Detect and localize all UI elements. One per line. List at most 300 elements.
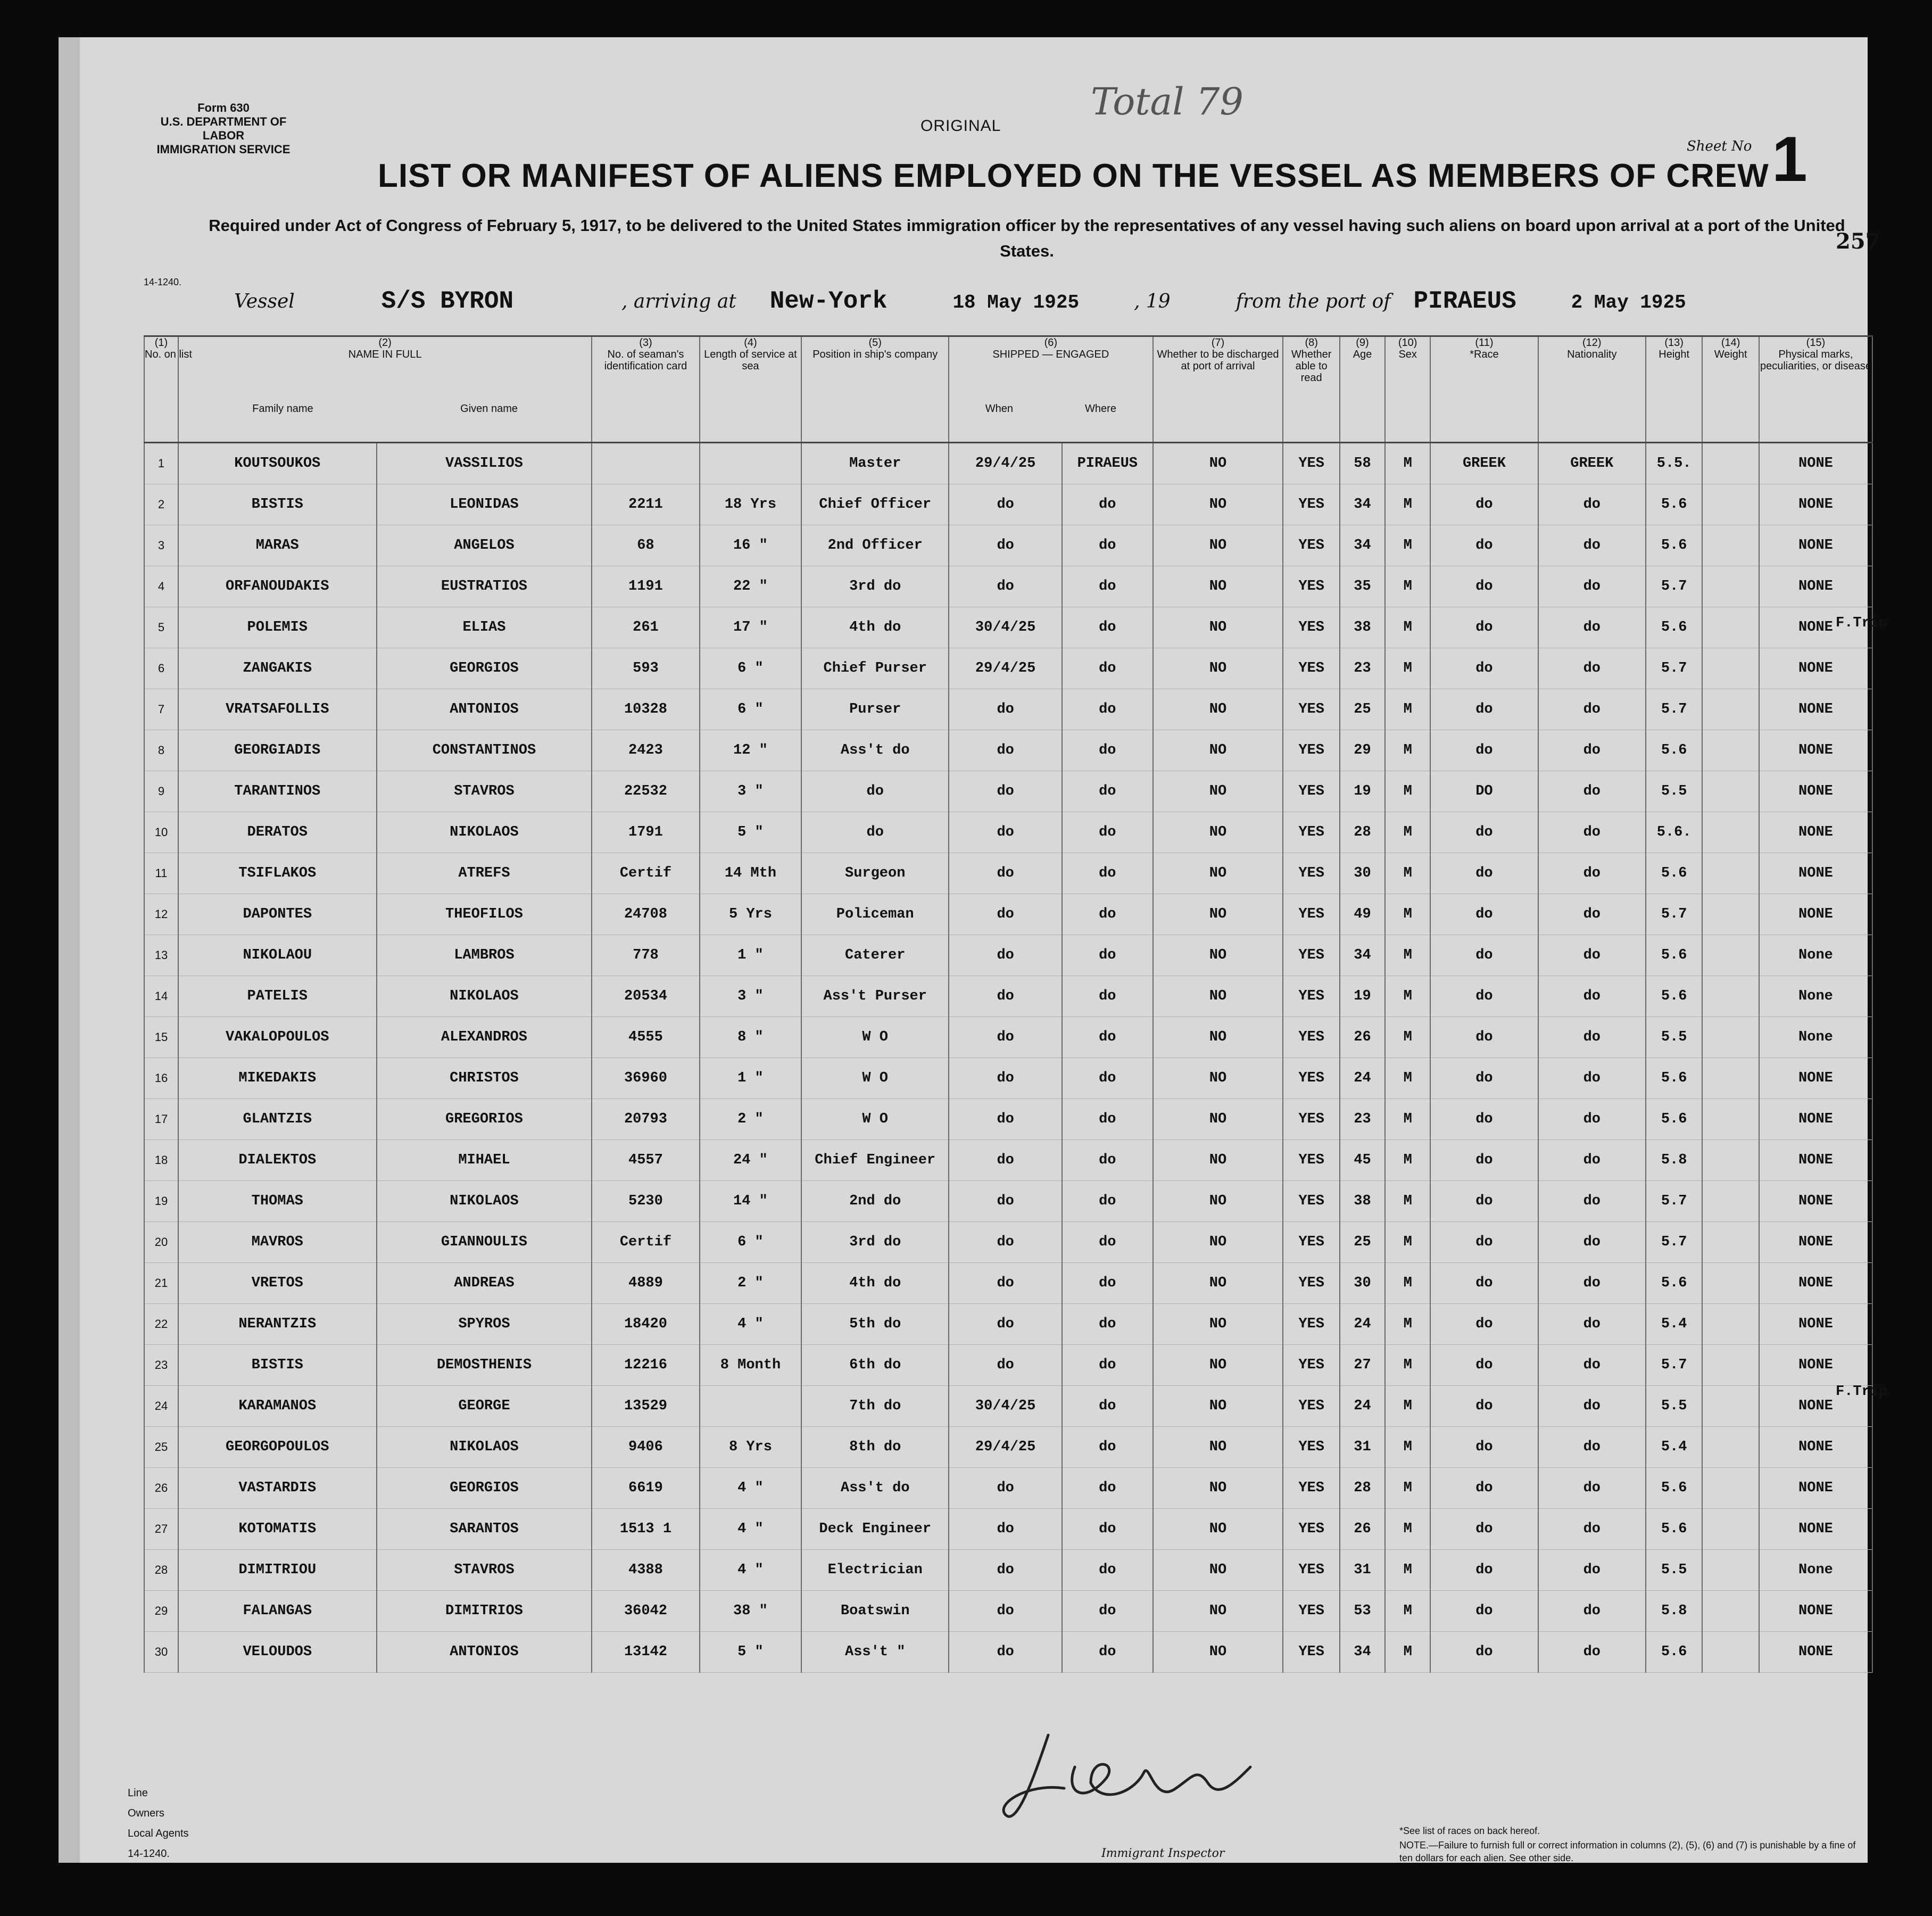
discharged: NO bbox=[1153, 894, 1283, 935]
service-length: 18 Yrs bbox=[700, 484, 802, 525]
nationality: do bbox=[1538, 566, 1646, 607]
service-length: 2 " bbox=[700, 1263, 802, 1304]
given-name: GEORGIOS bbox=[377, 648, 592, 689]
discharged: NO bbox=[1153, 1263, 1283, 1304]
family-name: ZANGAKIS bbox=[178, 648, 377, 689]
family-name: TARANTINOS bbox=[178, 771, 377, 812]
service-length: 12 " bbox=[700, 730, 802, 771]
table-row bbox=[144, 1591, 1872, 1632]
row-number: 10 bbox=[144, 812, 178, 853]
family-name: GEORGIADIS bbox=[178, 730, 377, 771]
family-name: ORFANOUDAKIS bbox=[178, 566, 377, 607]
family-name: VAKALOPOULOS bbox=[178, 1017, 377, 1058]
physical-marks: NONE bbox=[1759, 648, 1872, 689]
able-to-read: YES bbox=[1283, 1632, 1339, 1673]
discharged: NO bbox=[1153, 1468, 1283, 1509]
voyage-line bbox=[234, 287, 1686, 315]
id-card: 4555 bbox=[592, 1017, 699, 1058]
given-name: STAVROS bbox=[377, 1550, 592, 1591]
sex: M bbox=[1385, 1222, 1430, 1263]
physical-marks: NONE bbox=[1759, 525, 1872, 566]
height: 5.6. bbox=[1646, 812, 1702, 853]
shipped-where: do bbox=[1062, 1427, 1152, 1468]
race: do bbox=[1430, 1058, 1538, 1099]
nationality: do bbox=[1538, 689, 1646, 730]
able-to-read: YES bbox=[1283, 1140, 1339, 1181]
id-card: 261 bbox=[592, 607, 699, 648]
shipped-where: do bbox=[1062, 853, 1152, 894]
family-name: DAPONTES bbox=[178, 894, 377, 935]
shipped-where: do bbox=[1062, 1304, 1152, 1345]
race: do bbox=[1430, 1140, 1538, 1181]
service-length: 14 Mth bbox=[700, 853, 802, 894]
service-length: 6 " bbox=[700, 689, 802, 730]
height: 5.7 bbox=[1646, 689, 1702, 730]
height: 5.6 bbox=[1646, 1509, 1702, 1550]
sex: M bbox=[1385, 812, 1430, 853]
nationality: do bbox=[1538, 1468, 1646, 1509]
year-label: , 19 bbox=[1133, 291, 1171, 312]
position: 2nd Officer bbox=[801, 525, 949, 566]
id-card: 13142 bbox=[592, 1632, 699, 1673]
col-header-name: (2) NAME IN FULL Family name Given name bbox=[178, 336, 592, 443]
service-length: 24 " bbox=[700, 1140, 802, 1181]
row-number: 4 bbox=[144, 566, 178, 607]
table-row bbox=[144, 648, 1872, 689]
service-length: 8 Yrs bbox=[700, 1427, 802, 1468]
able-to-read: YES bbox=[1283, 894, 1339, 935]
id-card: 68 bbox=[592, 525, 699, 566]
height: 5.6 bbox=[1646, 525, 1702, 566]
position: do bbox=[801, 771, 949, 812]
able-to-read: YES bbox=[1283, 1222, 1339, 1263]
col-header-when: When bbox=[985, 403, 1013, 415]
able-to-read: YES bbox=[1283, 935, 1339, 976]
sex: M bbox=[1385, 1509, 1430, 1550]
id-card: 1791 bbox=[592, 812, 699, 853]
table-row bbox=[144, 1140, 1872, 1181]
id-card: 12216 bbox=[592, 1345, 699, 1386]
age: 27 bbox=[1340, 1345, 1385, 1386]
race: do bbox=[1430, 648, 1538, 689]
crew-rows bbox=[144, 443, 1872, 1673]
family-name: BISTIS bbox=[178, 484, 377, 525]
sex: M bbox=[1385, 607, 1430, 648]
race: do bbox=[1430, 1468, 1538, 1509]
sex: M bbox=[1385, 566, 1430, 607]
age: 23 bbox=[1340, 648, 1385, 689]
col-header-shipped: (6) SHIPPED — ENGAGED When Where bbox=[949, 336, 1152, 443]
row-number: 17 bbox=[144, 1099, 178, 1140]
family-name: DIMITRIOU bbox=[178, 1550, 377, 1591]
position: Boatswin bbox=[801, 1591, 949, 1632]
given-name: SARANTOS bbox=[377, 1509, 592, 1550]
arrival-date: 18 May 1925 bbox=[952, 292, 1080, 313]
service-length: 4 " bbox=[700, 1509, 802, 1550]
from-label: from the port of bbox=[1236, 291, 1391, 312]
weight bbox=[1702, 1427, 1759, 1468]
table-row bbox=[144, 607, 1872, 648]
family-name: VELOUDOS bbox=[178, 1632, 377, 1673]
arrival-port: New-York bbox=[769, 287, 888, 315]
row-number: 20 bbox=[144, 1222, 178, 1263]
table-row bbox=[144, 771, 1872, 812]
col-header-marks: (15) Physical marks, peculiarities, or disease bbox=[1759, 336, 1872, 443]
shipped-where: do bbox=[1062, 648, 1152, 689]
height: 5.7 bbox=[1646, 1222, 1702, 1263]
sex: M bbox=[1385, 648, 1430, 689]
page-number: 257 bbox=[1836, 229, 1880, 254]
position: Chief Purser bbox=[801, 648, 949, 689]
height: 5.6 bbox=[1646, 976, 1702, 1017]
discharged: NO bbox=[1153, 1017, 1283, 1058]
given-name: NIKOLAOS bbox=[377, 976, 592, 1017]
sex: M bbox=[1385, 1099, 1430, 1140]
family-name: NERANTZIS bbox=[178, 1304, 377, 1345]
nationality: do bbox=[1538, 1509, 1646, 1550]
position: 8th do bbox=[801, 1427, 949, 1468]
original-stamp: ORIGINAL bbox=[921, 117, 1001, 135]
family-name: NIKOLAOU bbox=[178, 935, 377, 976]
service-length: 38 " bbox=[700, 1591, 802, 1632]
discharged: NO bbox=[1153, 976, 1283, 1017]
age: 24 bbox=[1340, 1304, 1385, 1345]
sex: M bbox=[1385, 894, 1430, 935]
shipped-when: do bbox=[949, 1632, 1062, 1673]
discharged: NO bbox=[1153, 1181, 1283, 1222]
family-name: KOTOMATIS bbox=[178, 1509, 377, 1550]
weight bbox=[1702, 976, 1759, 1017]
discharged: NO bbox=[1153, 1386, 1283, 1427]
shipped-when: do bbox=[949, 1140, 1062, 1181]
service-length: 3 " bbox=[700, 976, 802, 1017]
shipped-when: do bbox=[949, 976, 1062, 1017]
discharged: NO bbox=[1153, 648, 1283, 689]
shipped-when: 30/4/25 bbox=[949, 607, 1062, 648]
col-header-nationality: (12) Nationality bbox=[1538, 336, 1646, 443]
row-number: 24 bbox=[144, 1386, 178, 1427]
discharged: NO bbox=[1153, 1550, 1283, 1591]
weight bbox=[1702, 771, 1759, 812]
nationality: do bbox=[1538, 1140, 1646, 1181]
able-to-read: YES bbox=[1283, 812, 1339, 853]
nationality: do bbox=[1538, 730, 1646, 771]
race: do bbox=[1430, 1222, 1538, 1263]
shipped-when: do bbox=[949, 484, 1062, 525]
discharged: NO bbox=[1153, 1427, 1283, 1468]
row-number: 12 bbox=[144, 894, 178, 935]
shipped-when: do bbox=[949, 812, 1062, 853]
position: Ass't do bbox=[801, 1468, 949, 1509]
nationality: do bbox=[1538, 1632, 1646, 1673]
shipped-where: do bbox=[1062, 894, 1152, 935]
family-name: KOUTSOUKOS bbox=[178, 443, 377, 484]
discharged: NO bbox=[1153, 689, 1283, 730]
shipped-where: do bbox=[1062, 1017, 1152, 1058]
age: 35 bbox=[1340, 566, 1385, 607]
able-to-read: YES bbox=[1283, 1058, 1339, 1099]
table-row bbox=[144, 1222, 1872, 1263]
height: 5.5 bbox=[1646, 1017, 1702, 1058]
nationality: do bbox=[1538, 1304, 1646, 1345]
family-name: GLANTZIS bbox=[178, 1099, 377, 1140]
age: 53 bbox=[1340, 1591, 1385, 1632]
shipped-where: do bbox=[1062, 771, 1152, 812]
physical-marks: NONE bbox=[1759, 1591, 1872, 1632]
nationality: do bbox=[1538, 1058, 1646, 1099]
age: 19 bbox=[1340, 976, 1385, 1017]
id-card: 24708 bbox=[592, 894, 699, 935]
position: 3rd do bbox=[801, 1222, 949, 1263]
weight bbox=[1702, 1222, 1759, 1263]
col-header-read: (8) Whether able to read bbox=[1283, 336, 1339, 443]
id-card: 1191 bbox=[592, 566, 699, 607]
service-length: 5 Yrs bbox=[700, 894, 802, 935]
race: do bbox=[1430, 894, 1538, 935]
height: 5.6 bbox=[1646, 1099, 1702, 1140]
race: do bbox=[1430, 935, 1538, 976]
discharged: NO bbox=[1153, 566, 1283, 607]
footer-labels bbox=[128, 1783, 189, 1864]
weight bbox=[1702, 1345, 1759, 1386]
family-name: VRATSAFOLLIS bbox=[178, 689, 377, 730]
weight bbox=[1702, 1140, 1759, 1181]
given-name: GIANNOULIS bbox=[377, 1222, 592, 1263]
shipped-when: 29/4/25 bbox=[949, 443, 1062, 484]
race: do bbox=[1430, 1509, 1538, 1550]
table-row bbox=[144, 894, 1872, 935]
sex: M bbox=[1385, 689, 1430, 730]
page-subtitle: Required under Act of Congress of February 5, 1917, to be delivered to the United States immigration officer by the representatives of any vessel having such aliens on board upon arrival at a port of the United States. bbox=[209, 216, 1845, 260]
able-to-read: YES bbox=[1283, 566, 1339, 607]
family-name: PATELIS bbox=[178, 976, 377, 1017]
discharged: NO bbox=[1153, 1345, 1283, 1386]
col-header-where: Where bbox=[1085, 403, 1116, 415]
shipped-where: do bbox=[1062, 1181, 1152, 1222]
shipped-where: do bbox=[1062, 607, 1152, 648]
owners-label: Owners bbox=[128, 1807, 164, 1819]
shipped-when: do bbox=[949, 525, 1062, 566]
sex: M bbox=[1385, 730, 1430, 771]
given-name: NIKOLAOS bbox=[377, 812, 592, 853]
race: do bbox=[1430, 1017, 1538, 1058]
table-row bbox=[144, 1427, 1872, 1468]
col-header-sex: (10) Sex bbox=[1385, 336, 1430, 443]
given-name: GEORGIOS bbox=[377, 1468, 592, 1509]
sex: M bbox=[1385, 525, 1430, 566]
family-name: MAVROS bbox=[178, 1222, 377, 1263]
form-header-block bbox=[144, 101, 303, 156]
age: 30 bbox=[1340, 1263, 1385, 1304]
given-name: CONSTANTINOS bbox=[377, 730, 592, 771]
given-name: DEMOSTHENIS bbox=[377, 1345, 592, 1386]
id-card: 2423 bbox=[592, 730, 699, 771]
id-card: 593 bbox=[592, 648, 699, 689]
discharged: NO bbox=[1153, 1632, 1283, 1673]
col-header-age: (9) Age bbox=[1340, 336, 1385, 443]
given-name: NIKOLAOS bbox=[377, 1427, 592, 1468]
able-to-read: YES bbox=[1283, 443, 1339, 484]
service-length: 3 " bbox=[700, 771, 802, 812]
age: 28 bbox=[1340, 1468, 1385, 1509]
weight bbox=[1702, 1550, 1759, 1591]
family-name: GEORGOPOULOS bbox=[178, 1427, 377, 1468]
shipped-when: 29/4/25 bbox=[949, 648, 1062, 689]
able-to-read: YES bbox=[1283, 730, 1339, 771]
nationality: GREEK bbox=[1538, 443, 1646, 484]
sex: M bbox=[1385, 1181, 1430, 1222]
inspector-label: Immigrant Inspector bbox=[1101, 1847, 1225, 1860]
id-card: 20534 bbox=[592, 976, 699, 1017]
physical-marks: NONE bbox=[1759, 1181, 1872, 1222]
shipped-where: do bbox=[1062, 812, 1152, 853]
position: Ass't " bbox=[801, 1632, 949, 1673]
height: 5.8 bbox=[1646, 1591, 1702, 1632]
shipped-where: do bbox=[1062, 1345, 1152, 1386]
sex: M bbox=[1385, 853, 1430, 894]
height: 5.6 bbox=[1646, 1468, 1702, 1509]
shipped-when: do bbox=[949, 1468, 1062, 1509]
given-name: MIHAEL bbox=[377, 1140, 592, 1181]
department-name: U.S. DEPARTMENT OF LABOR bbox=[160, 115, 287, 142]
height: 5.8 bbox=[1646, 1140, 1702, 1181]
id-card: 778 bbox=[592, 935, 699, 976]
weight bbox=[1702, 1017, 1759, 1058]
discharged: NO bbox=[1153, 525, 1283, 566]
given-name: LEONIDAS bbox=[377, 484, 592, 525]
physical-marks: NONE bbox=[1759, 1222, 1872, 1263]
physical-marks: NONE bbox=[1759, 443, 1872, 484]
discharged: NO bbox=[1153, 771, 1283, 812]
shipped-when: do bbox=[949, 853, 1062, 894]
weight bbox=[1702, 1099, 1759, 1140]
sex: M bbox=[1385, 1468, 1430, 1509]
age: 25 bbox=[1340, 689, 1385, 730]
able-to-read: YES bbox=[1283, 484, 1339, 525]
physical-marks: NONE bbox=[1759, 689, 1872, 730]
table-row bbox=[144, 1468, 1872, 1509]
shipped-where: do bbox=[1062, 1222, 1152, 1263]
age: 58 bbox=[1340, 443, 1385, 484]
col-header-given-name: Given name bbox=[460, 403, 518, 415]
race: do bbox=[1430, 1591, 1538, 1632]
family-name: POLEMIS bbox=[178, 607, 377, 648]
table-row bbox=[144, 1181, 1872, 1222]
service-length: 1 " bbox=[700, 935, 802, 976]
nationality: do bbox=[1538, 894, 1646, 935]
sex: M bbox=[1385, 1017, 1430, 1058]
able-to-read: YES bbox=[1283, 1509, 1339, 1550]
nationality: do bbox=[1538, 1017, 1646, 1058]
nationality: do bbox=[1538, 1591, 1646, 1632]
height: 5.6 bbox=[1646, 853, 1702, 894]
given-name: ALEXANDROS bbox=[377, 1017, 592, 1058]
shipped-when: do bbox=[949, 771, 1062, 812]
discharged: NO bbox=[1153, 935, 1283, 976]
sex: M bbox=[1385, 1058, 1430, 1099]
discharged: NO bbox=[1153, 484, 1283, 525]
family-name: MARAS bbox=[178, 525, 377, 566]
service-length: 4 " bbox=[700, 1304, 802, 1345]
physical-marks: NONE bbox=[1759, 1386, 1872, 1427]
id-card: Certif bbox=[592, 853, 699, 894]
shipped-when: 29/4/25 bbox=[949, 1427, 1062, 1468]
table-row bbox=[144, 1263, 1872, 1304]
form-number: Form 630 bbox=[197, 101, 250, 114]
shipped-where: do bbox=[1062, 484, 1152, 525]
row-number: 2 bbox=[144, 484, 178, 525]
id-card: 13529 bbox=[592, 1386, 699, 1427]
given-name: ELIAS bbox=[377, 607, 592, 648]
row-number: 19 bbox=[144, 1181, 178, 1222]
physical-marks: NONE bbox=[1759, 607, 1872, 648]
given-name: ANTONIOS bbox=[377, 689, 592, 730]
age: 45 bbox=[1340, 1140, 1385, 1181]
position: Ass't do bbox=[801, 730, 949, 771]
nationality: do bbox=[1538, 1099, 1646, 1140]
row-remark: F.Trip bbox=[1836, 1384, 1888, 1400]
service-length: 14 " bbox=[700, 1181, 802, 1222]
given-name: GEORGE bbox=[377, 1386, 592, 1427]
discharged: NO bbox=[1153, 1099, 1283, 1140]
able-to-read: YES bbox=[1283, 1263, 1339, 1304]
age: 23 bbox=[1340, 1099, 1385, 1140]
sex: M bbox=[1385, 1591, 1430, 1632]
row-number: 18 bbox=[144, 1140, 178, 1181]
table-row bbox=[144, 443, 1872, 484]
race: do bbox=[1430, 1550, 1538, 1591]
shipped-when: do bbox=[949, 566, 1062, 607]
family-name: TSIFLAKOS bbox=[178, 853, 377, 894]
race: do bbox=[1430, 976, 1538, 1017]
discharged: NO bbox=[1153, 1304, 1283, 1345]
race: do bbox=[1430, 812, 1538, 853]
shipped-when: do bbox=[949, 689, 1062, 730]
shipped-when: 30/4/25 bbox=[949, 1386, 1062, 1427]
height: 5.4 bbox=[1646, 1427, 1702, 1468]
physical-marks: NONE bbox=[1759, 1099, 1872, 1140]
service-length: 4 " bbox=[700, 1550, 802, 1591]
given-name: ANGELOS bbox=[377, 525, 592, 566]
race: do bbox=[1430, 1263, 1538, 1304]
position: Chief Engineer bbox=[801, 1140, 949, 1181]
age: 38 bbox=[1340, 607, 1385, 648]
physical-marks: NONE bbox=[1759, 1509, 1872, 1550]
nationality: do bbox=[1538, 1345, 1646, 1386]
race: do bbox=[1430, 1386, 1538, 1427]
row-number: 21 bbox=[144, 1263, 178, 1304]
nationality: do bbox=[1538, 976, 1646, 1017]
able-to-read: YES bbox=[1283, 1304, 1339, 1345]
given-name: ATREFS bbox=[377, 853, 592, 894]
footer-form-code: 14-1240. bbox=[128, 1848, 170, 1860]
row-number: 16 bbox=[144, 1058, 178, 1099]
given-name: VASSILIOS bbox=[377, 443, 592, 484]
height: 5.7 bbox=[1646, 894, 1702, 935]
weight bbox=[1702, 1509, 1759, 1550]
inspector-signature bbox=[984, 1719, 1261, 1847]
age: 49 bbox=[1340, 894, 1385, 935]
shipped-when: do bbox=[949, 1099, 1062, 1140]
height: 5.4 bbox=[1646, 1304, 1702, 1345]
weight bbox=[1702, 1181, 1759, 1222]
age: 34 bbox=[1340, 484, 1385, 525]
position: 7th do bbox=[801, 1386, 949, 1427]
discharged: NO bbox=[1153, 1140, 1283, 1181]
service-length: 6 " bbox=[700, 1222, 802, 1263]
service-length bbox=[700, 1386, 802, 1427]
physical-marks: NONE bbox=[1759, 1345, 1872, 1386]
